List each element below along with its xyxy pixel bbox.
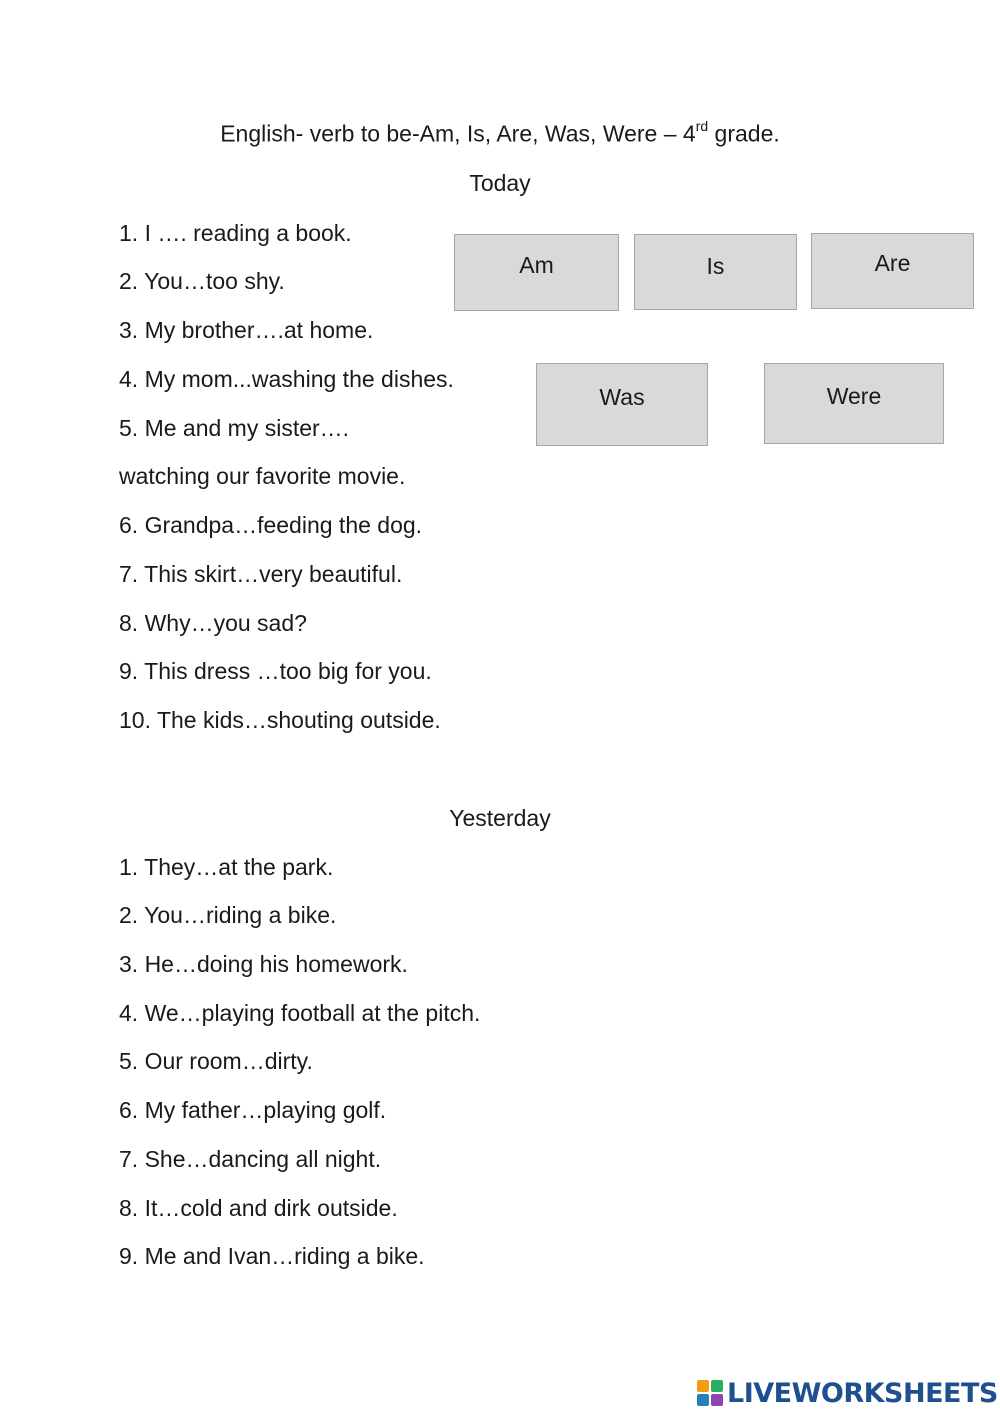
today-sentence-5: 5. Me and my sister…. xyxy=(119,415,350,441)
yesterday-sentence-5: 5. Our room…dirty. xyxy=(119,1048,313,1074)
yesterday-sentence-1: 1. They…at the park. xyxy=(119,854,334,880)
today-sentence-6: 6. Grandpa…feeding the dog. xyxy=(119,512,423,538)
yesterday-sentence-2: 2. You…riding a bike. xyxy=(119,902,337,928)
today-sentence-2: 2. You…too shy. xyxy=(119,268,285,294)
today-sentence-8: 8. Why…you sad? xyxy=(119,610,307,636)
title-superscript: rd xyxy=(695,118,709,134)
yesterday-heading: Yesterday xyxy=(449,805,551,831)
today-sentence-3: 3. My brother….at home. xyxy=(119,317,374,343)
liveworksheets-logo-icon xyxy=(697,1380,723,1406)
title-main: English- verb to be-Am, Is, Are, Was, Were – 4 xyxy=(220,120,696,147)
yesterday-sentence-6: 6. My father…playing golf. xyxy=(119,1097,387,1123)
option-was[interactable]: Was xyxy=(536,363,708,446)
yesterday-sentence-8: 8. It…cold and dirk outside. xyxy=(119,1195,398,1221)
yesterday-sentence-9: 9. Me and Ivan…riding a bike. xyxy=(119,1243,425,1269)
today-heading: Today xyxy=(469,170,531,196)
logo-text: LIVEWORKSHEETS xyxy=(727,1377,998,1409)
today-sentence-10: 10. The kids…shouting outside. xyxy=(119,707,441,733)
yesterday-sentence-7: 7. She…dancing all night. xyxy=(119,1146,382,1172)
option-were[interactable]: Were xyxy=(764,363,944,444)
liveworksheets-logo xyxy=(697,1376,998,1410)
today-sentence-7: 7. This skirt…very beautiful. xyxy=(119,561,403,587)
worksheet-title xyxy=(0,120,1000,148)
today-sentence-4: 4. My mom...washing the dishes. xyxy=(119,366,454,392)
today-sentence-5-continued: watching our favorite movie. xyxy=(119,463,406,489)
title-tail: grade. xyxy=(708,120,780,147)
yesterday-sentence-4: 4. We…playing football at the pitch. xyxy=(119,1000,481,1026)
today-sentence-1: 1. I …. reading a book. xyxy=(119,220,352,246)
yesterday-sentence-3: 3. He…doing his homework. xyxy=(119,951,408,977)
today-sentence-9: 9. This dress …too big for you. xyxy=(119,658,432,684)
option-is[interactable]: Is xyxy=(634,234,797,310)
option-are[interactable]: Are xyxy=(811,233,974,309)
option-am[interactable]: Am xyxy=(454,234,619,311)
